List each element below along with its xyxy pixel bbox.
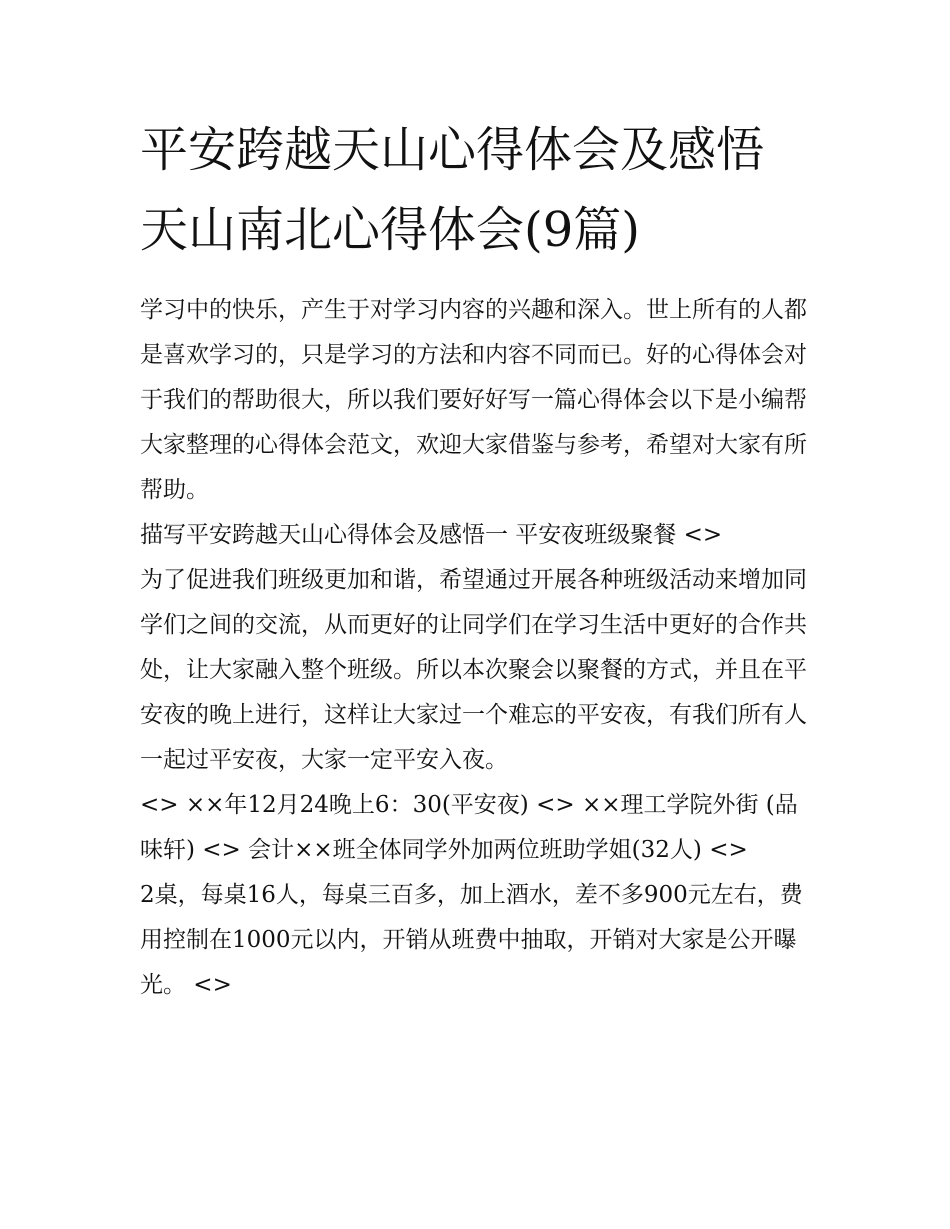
- document-page: [140, 110, 812, 1008]
- section-heading: 描写平安跨越天山心得体会及感悟一 平安夜班级聚餐 <>: [140, 522, 723, 548]
- body-paragraph-details: <> ××年12月24晚上6：30(平安夜) <> ××理工学院外街 (品味轩) <> 会计××班全体同学外加两位班助学姐(32人) <>: [140, 792, 798, 863]
- title-line-1: 平安跨越天山心得体会及感悟: [140, 122, 765, 178]
- document-title: [140, 110, 812, 270]
- body-paragraph-budget: 2桌，每桌16人，每桌三百多，加上酒水，差不多900元左右，费用控制在1000元以内，开销从班费中抽取，开销对大家是公开曝光。 <>: [140, 882, 803, 998]
- body-paragraph-purpose: 为了促进我们班级更加和谐，希望通过开展各种班级活动来增加同学们之间的交流，从而更好的让同学们在学习生活中更好的合作共处，让大家融入整个班级。所以本次聚会以聚餐的方式，并且在平安夜的晚上进行，这样让大家过一个难忘的平安夜，有我们所有人一起过平安夜，大家一定平安入夜。: [140, 567, 807, 773]
- intro-paragraph: 学习中的快乐，产生于对学习内容的兴趣和深入。世上所有的人都是喜欢学习的，只是学习的方法和内容不同而已。好的心得体会对于我们的帮助很大，所以我们要好好写一篇心得体会以下是小编帮大家整理的心得体会范文，欢迎大家借鉴与参考，希望对大家有所帮助。: [140, 297, 807, 503]
- title-line-2: 天山南北心得体会(9篇): [140, 202, 640, 258]
